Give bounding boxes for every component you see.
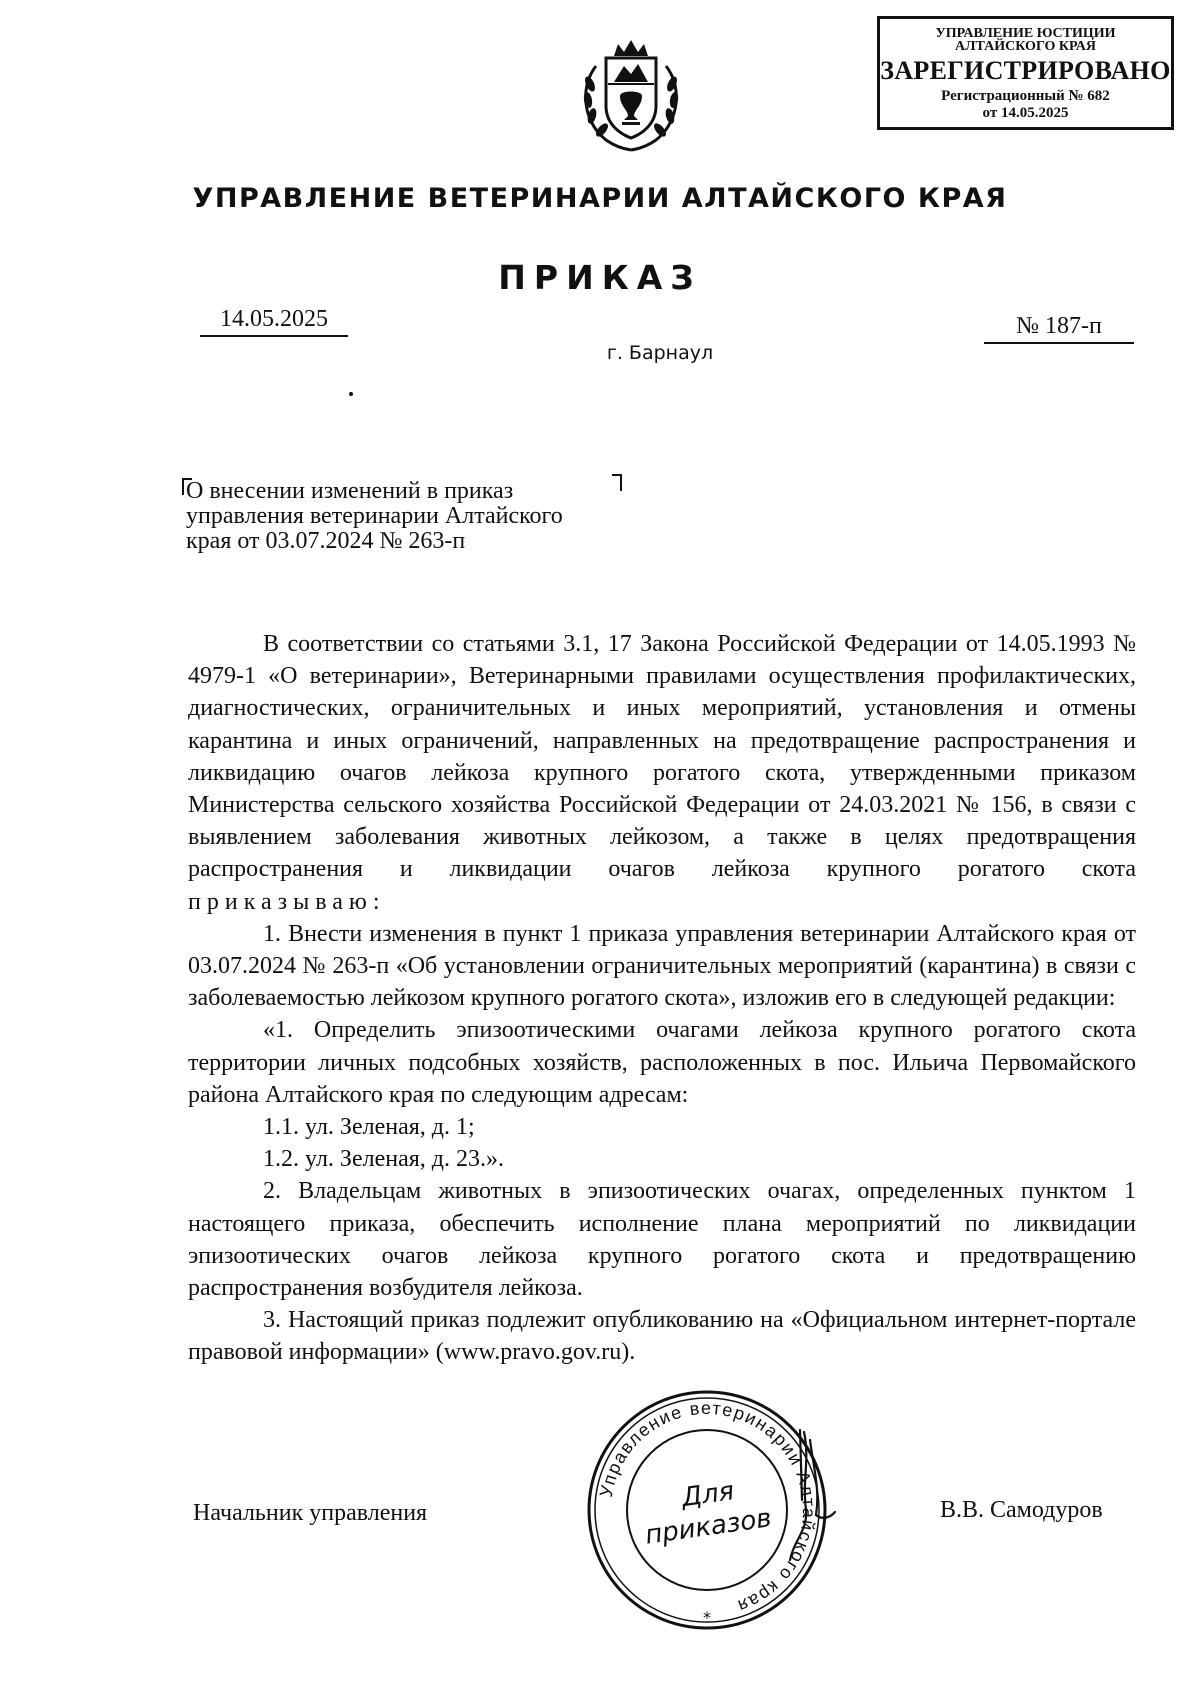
reg-stamp-status: ЗАРЕГИСТРИРОВАНО <box>880 56 1171 85</box>
seal-ring-text: Управление ветеринарии Алтайского края <box>595 1397 820 1617</box>
reg-stamp-authority-line1: УПРАВЛЕНИЕ ЮСТИЦИИ <box>935 26 1116 41</box>
reg-stamp-number: Регистрационный № 682 <box>941 88 1110 104</box>
handwritten-signature <box>780 1420 840 1570</box>
document-city: г. Барнаул <box>606 342 714 364</box>
subject-line: О внесении изменений в приказ <box>186 478 514 504</box>
reg-stamp-authority-line2: АЛТАЙСКОГО КРАЯ <box>954 39 1097 54</box>
seal-center-line2: приказов <box>643 1503 774 1551</box>
item-1-quote-paragraph: «1. Определить эпизоотическими очагами лейкоза крупного рогатого скота территории личных подсобных хозяйств, расположенных в пос. Ильича Первомайского района Алтайского края по следующим адресам: <box>188 1017 1136 1108</box>
document-title: ПРИКАЗ <box>498 258 702 297</box>
document-body <box>188 628 1136 1369</box>
preamble-paragraph: В соответствии со статьями 3.1, 17 Закона Российской Федерации от 14.05.1993 № 4979-1 «О ветеринарии», Ветеринарными правилами осуществления профилактических, диагностических, ограничительных и иных мероприятий, установления и отмены карантина и иных ограничений, направленных на предотвращение распространения и ликвидацию очагов лейкоза крупного рогатого скота, утвержденными приказом Министерства сельского хозяйства Российской Федерации от 24.03.2021 № 156, в связи с выявлением заболевания животных лейкозом, а также в целях предотвращения распространения и ликвидации очагов лейкоза крупного рогатого скота <box>188 631 1136 883</box>
subject-line: края от 03.07.2024 № 263-п <box>186 528 466 554</box>
item-3-paragraph: 3. Настоящий приказ подлежит опубликованию на «Официальном интернет-портале правовой информации» (www.pravo.gov.ru). <box>188 1307 1136 1366</box>
stray-dot <box>349 392 353 396</box>
document-subject <box>186 479 646 554</box>
document-date: 14.05.2025 <box>200 305 348 337</box>
signatory-position: Начальник управления <box>193 1500 428 1526</box>
item-1-paragraph: 1. Внести изменения в пункт 1 приказа управления ветеринарии Алтайского края от 03.07.2024 № 263-п «Об установлении ограничительных мероприятий (карантина) в связи с заболеваемостью лейкозом крупного рогатого скота», изложив его в следующей редакции: <box>188 920 1136 1012</box>
seal-star-icon: * <box>703 1608 711 1627</box>
signatory-name: В.В. Самодуров <box>940 1497 1103 1523</box>
subject-line: управления ветеринарии Алтайского <box>186 503 563 529</box>
registration-stamp <box>877 16 1174 130</box>
item-2-paragraph: 2. Владельцам животных в эпизоотических очагах, определенных пунктом 1 настоящего приказа, обеспечить исполнение плана мероприятий по ликвидации эпизоотических очагов лейкоза крупного рогатого скота и предотвращению распространения возбудителя лейкоза. <box>188 1178 1136 1302</box>
seal-center-line1: Для <box>679 1476 737 1514</box>
organization-name: УПРАВЛЕНИЕ ВЕТЕРИНАРИИ АЛТАЙСКОГО КРАЯ <box>192 183 1008 214</box>
order-word: приказываю: <box>188 888 386 915</box>
coat-of-arms-icon <box>576 36 686 154</box>
reg-stamp-date: от 14.05.2025 <box>982 105 1069 121</box>
item-1-1-address: 1.1. ул. Зеленая, д. 1; <box>263 1114 475 1141</box>
document-number: № 187-п <box>984 312 1134 344</box>
item-1-2-address: 1.2. ул. Зеленая, д. 23.». <box>263 1146 504 1173</box>
